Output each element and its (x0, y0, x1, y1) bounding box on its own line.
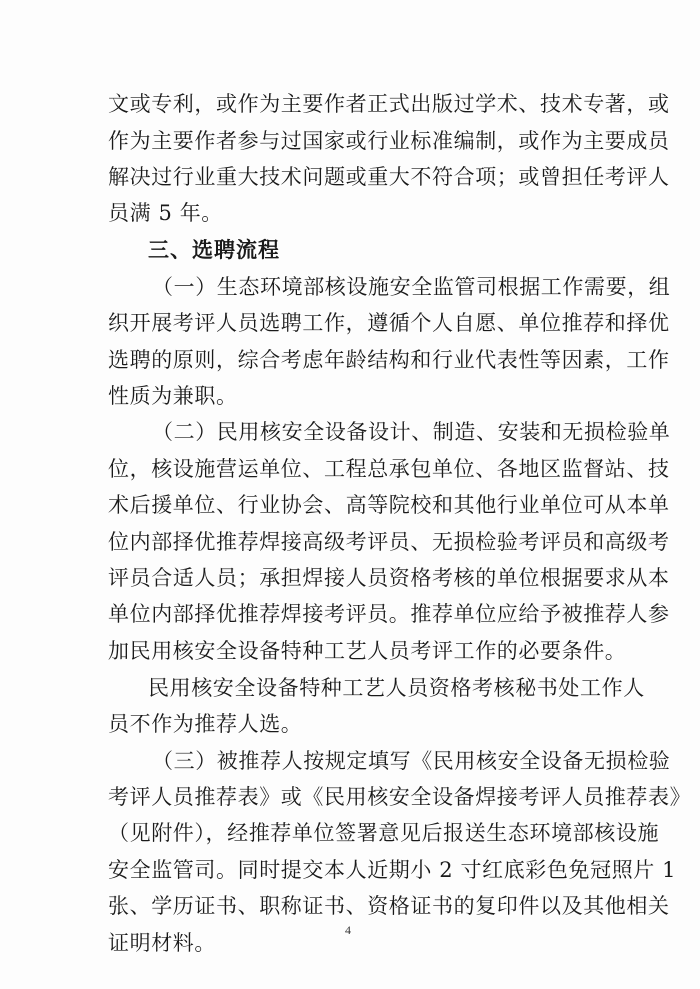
body-line: 安全监管司。同时提交本人近期小 2 寸红底彩色免冠照片 1 (108, 858, 677, 882)
body-line: 术后援单位、行业协会、高等院校和其他行业单位可从本单 (108, 493, 670, 517)
body-line: 考评人员推荐表》或《民用核安全设备焊接考评人员推荐表》 (108, 785, 692, 809)
body-line: 评员合适人员；承担焊接人员资格考核的单位根据要求从本 (108, 566, 670, 590)
body-line: 加民用核安全设备特种工艺人员考评工作的必要条件。 (108, 639, 627, 663)
body-line: 位，核设施营运单位、工程总承包单位、各地区监督站、技 (108, 457, 670, 481)
section-heading: 三、选聘流程 (148, 238, 280, 262)
body-line: 员不作为推荐人选。 (108, 712, 303, 736)
body-line: 民用核安全设备特种工艺人员资格考核秘书处工作人 (148, 676, 645, 700)
body-line: 解决过行业重大技术问题或重大不符合项；或曾担任考评人 (108, 165, 670, 189)
body-line: 文或专利，或作为主要作者正式出版过学术、技术专著，或 (108, 92, 670, 116)
body-line: （三）被推荐人按规定填写《民用核安全设备无损检验 (152, 749, 671, 773)
body-line: （见附件），经推荐单位签署意见后报送生态环境部核设施 (108, 821, 660, 845)
body-line: 单位内部择优推荐焊接考评员。推荐单位应给予被推荐人参 (108, 602, 670, 626)
body-line: 织开展考评人员选聘工作，遵循个人自愿、单位推荐和择优 (108, 311, 670, 335)
body-line: 证明材料。 (108, 931, 216, 955)
body-line: 张、学历证书、职称证书、资格证书的复印件以及其他相关 (108, 894, 670, 918)
body-line: （二）民用核安全设备设计、制造、安装和无损检验单 (152, 420, 671, 444)
body-line: 位内部择优推荐焊接高级考评员、无损检验考评员和高级考 (108, 530, 670, 554)
page-number: 4 (345, 923, 351, 937)
body-line: （一）生态环境部核设施安全监管司根据工作需要，组 (152, 275, 671, 299)
body-line: 选聘的原则，综合考虑年龄结构和行业代表性等因素，工作 (108, 348, 670, 372)
body-line: 性质为兼职。 (108, 384, 238, 408)
body-line: 作为主要作者参与过国家或行业标准编制，或作为主要成员 (108, 129, 670, 153)
body-line: 员满 5 年。 (108, 201, 223, 225)
